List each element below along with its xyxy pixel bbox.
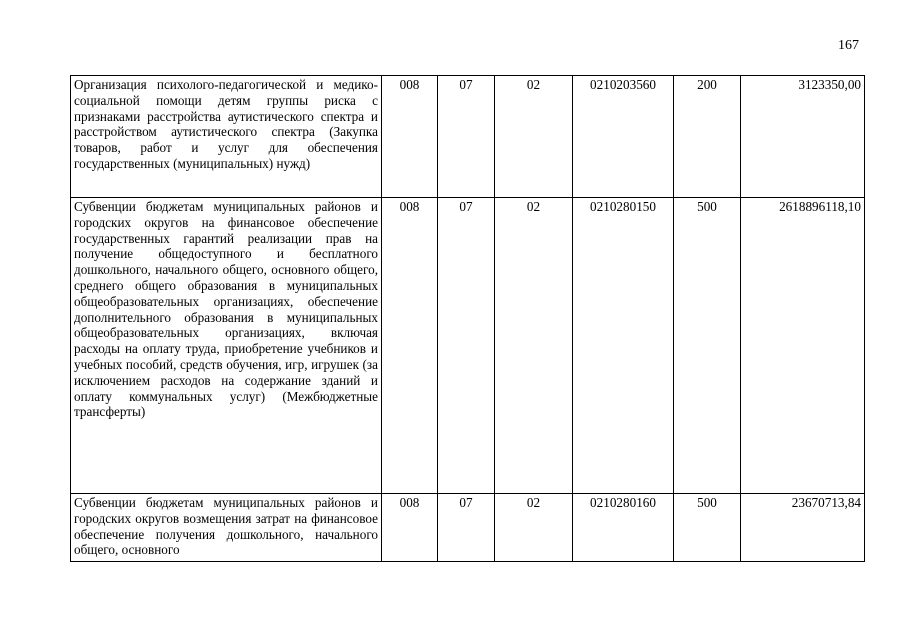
table-row [71, 76, 865, 198]
table-row [71, 198, 865, 494]
section-code: 07 [438, 198, 495, 494]
expense-type-code: 200 [674, 76, 741, 198]
budget-table [70, 75, 865, 562]
section-code: 07 [438, 494, 495, 562]
page-number: 167 [838, 38, 859, 53]
target-article-code: 0210280150 [573, 198, 674, 494]
target-article-code: 0210203560 [573, 76, 674, 198]
row-description: Организация психолого-педагогической и медико-социальной помощи детям группы риска с признаками расстройства аутистического спектра и расстройством аутистического спектра (Закупка товаров, работ и услуг для обеспечения государственных (муниципальных) нужд) [71, 76, 382, 198]
table-row [71, 494, 865, 562]
ministry-code: 008 [382, 76, 438, 198]
ministry-code: 008 [382, 494, 438, 562]
subsection-code: 02 [495, 198, 573, 494]
row-description: Субвенции бюджетам муниципальных районов и городских округов на финансовое обеспечение государственных гарантий реализации прав на получение общедоступного и бесплатного дошкольного, начального общего, основного общего, среднего общего образования в муниципальных общеобразовательных организациях, обеспечение дополнительного образования в муниципальных общеобразовательных организациях, включая расходы на оплату труда, приобретение учебников и учебных пособий, средств обучения, игр, игрушек (за исключением расходов на содержание зданий и оплату коммунальных услуг) (Межбюджетные трансферты) [71, 198, 382, 494]
ministry-code: 008 [382, 198, 438, 494]
subsection-code: 02 [495, 76, 573, 198]
target-article-code: 0210280160 [573, 494, 674, 562]
expense-type-code: 500 [674, 494, 741, 562]
amount-value: 23670713,84 [741, 494, 865, 562]
amount-value: 2618896118,10 [741, 198, 865, 494]
row-description: Субвенции бюджетам муниципальных районов и городских округов возмещения затрат на финансовое обеспечение получения дошкольного, начального общего, основного [71, 494, 382, 562]
amount-value: 3123350,00 [741, 76, 865, 198]
expense-type-code: 500 [674, 198, 741, 494]
subsection-code: 02 [495, 494, 573, 562]
section-code: 07 [438, 76, 495, 198]
